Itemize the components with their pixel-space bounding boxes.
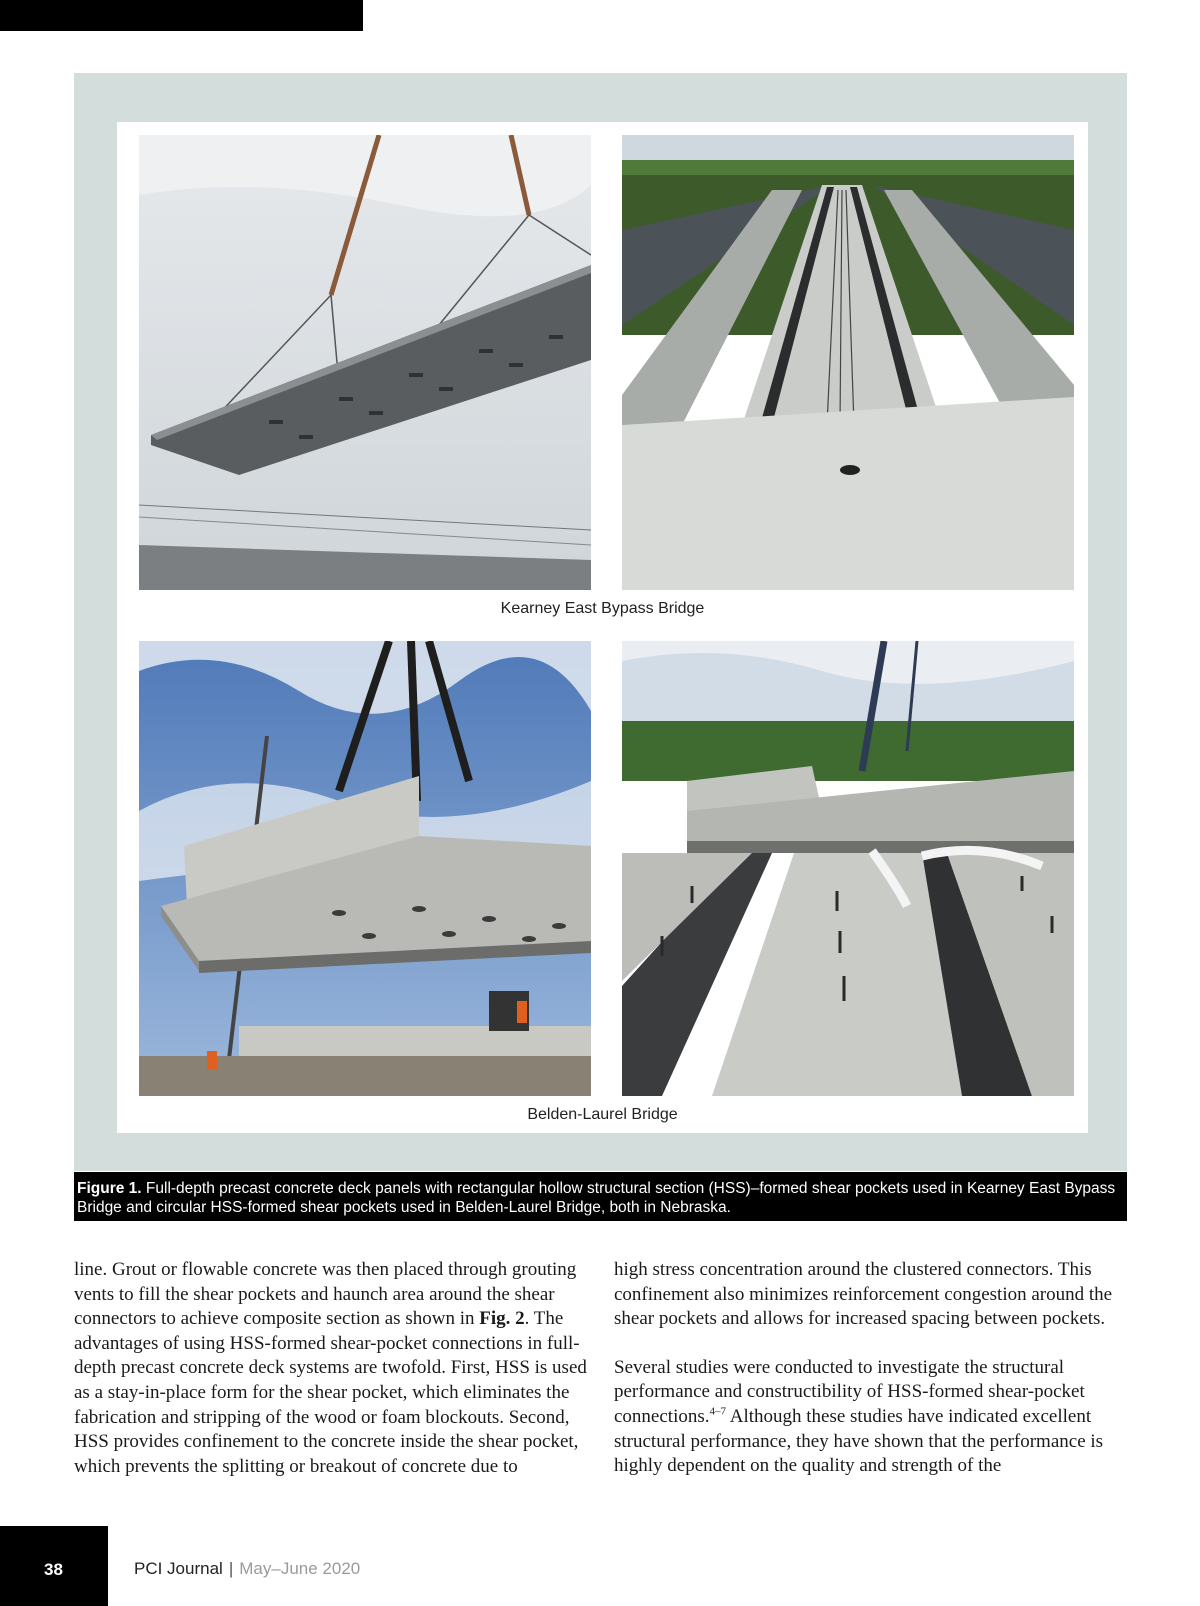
- figure-reference-link[interactable]: Fig. 2: [479, 1308, 525, 1330]
- photo-deck-panel-lift-kearney: [139, 135, 591, 590]
- body-paragraph: [74, 1258, 594, 1479]
- figure-caption-text: Full-depth precast concrete deck panels with rectangular hollow structural section (HSS)–formed shear pockets used in Kearney East Bypass Bridge and circular HSS-formed shear pockets used in Belden-Laurel Bridge, both in Nebraska.: [77, 1180, 1116, 1216]
- figure-caption: [74, 1172, 1127, 1221]
- body-paragraph: [614, 1356, 1134, 1479]
- footer-separator: |: [228, 1559, 234, 1578]
- body-text-segment: . The advantages of using HSS-formed shear-pocket connections in full-depth precast concrete deck systems are twofold. First, HSS is used as a stay-in-place form for the shear pocket, which eliminates the fabrication and stripping of the wood or foam blockouts. Second, HSS provides confinement to the concrete inside the shear pocket, which prevents the splitting or breakout of concrete due to: [74, 1308, 587, 1477]
- body-text-segment: Although these studies have indicated excellent structural performance, they have shown that the performance is highly dependent on the quality and strength of the: [614, 1405, 1104, 1477]
- photo-girders-shear-connectors-kearney: [622, 135, 1074, 590]
- body-paragraph: high stress concentration around the clustered connectors. This confinement also minimizes reinforcement congestion around the shear pockets and allows for increased spacing between pockets.: [614, 1259, 1113, 1330]
- footer-journal-info: [134, 1559, 360, 1579]
- issue-date: May–June 2020: [239, 1559, 361, 1578]
- figure-caption-label: Figure 1.: [77, 1180, 142, 1197]
- body-column-right: [614, 1258, 1134, 1479]
- photo-label-kearney: Kearney East Bypass Bridge: [500, 600, 705, 617]
- header-black-bar: [0, 0, 363, 31]
- body-text-segment: Several studies were conducted to investigate the structural performance and constructibility of HSS-formed shear-pocket connections.: [614, 1356, 1085, 1427]
- page-number: 38: [44, 1560, 63, 1579]
- photo-label-belden: Belden-Laurel Bridge: [527, 1106, 678, 1123]
- body-column-left: [74, 1258, 594, 1479]
- photo-deck-panel-lift-belden: [139, 641, 591, 1096]
- citation-reference[interactable]: 4–7: [709, 1405, 727, 1418]
- journal-name: PCI Journal: [134, 1559, 223, 1578]
- photo-deck-girders-belden: [622, 641, 1074, 1096]
- body-text-segment: line. Grout or flowable concrete was then placed through grouting vents to fill the shear pockets and haunch area around the shear connectors to achieve composite section as shown in: [74, 1259, 577, 1330]
